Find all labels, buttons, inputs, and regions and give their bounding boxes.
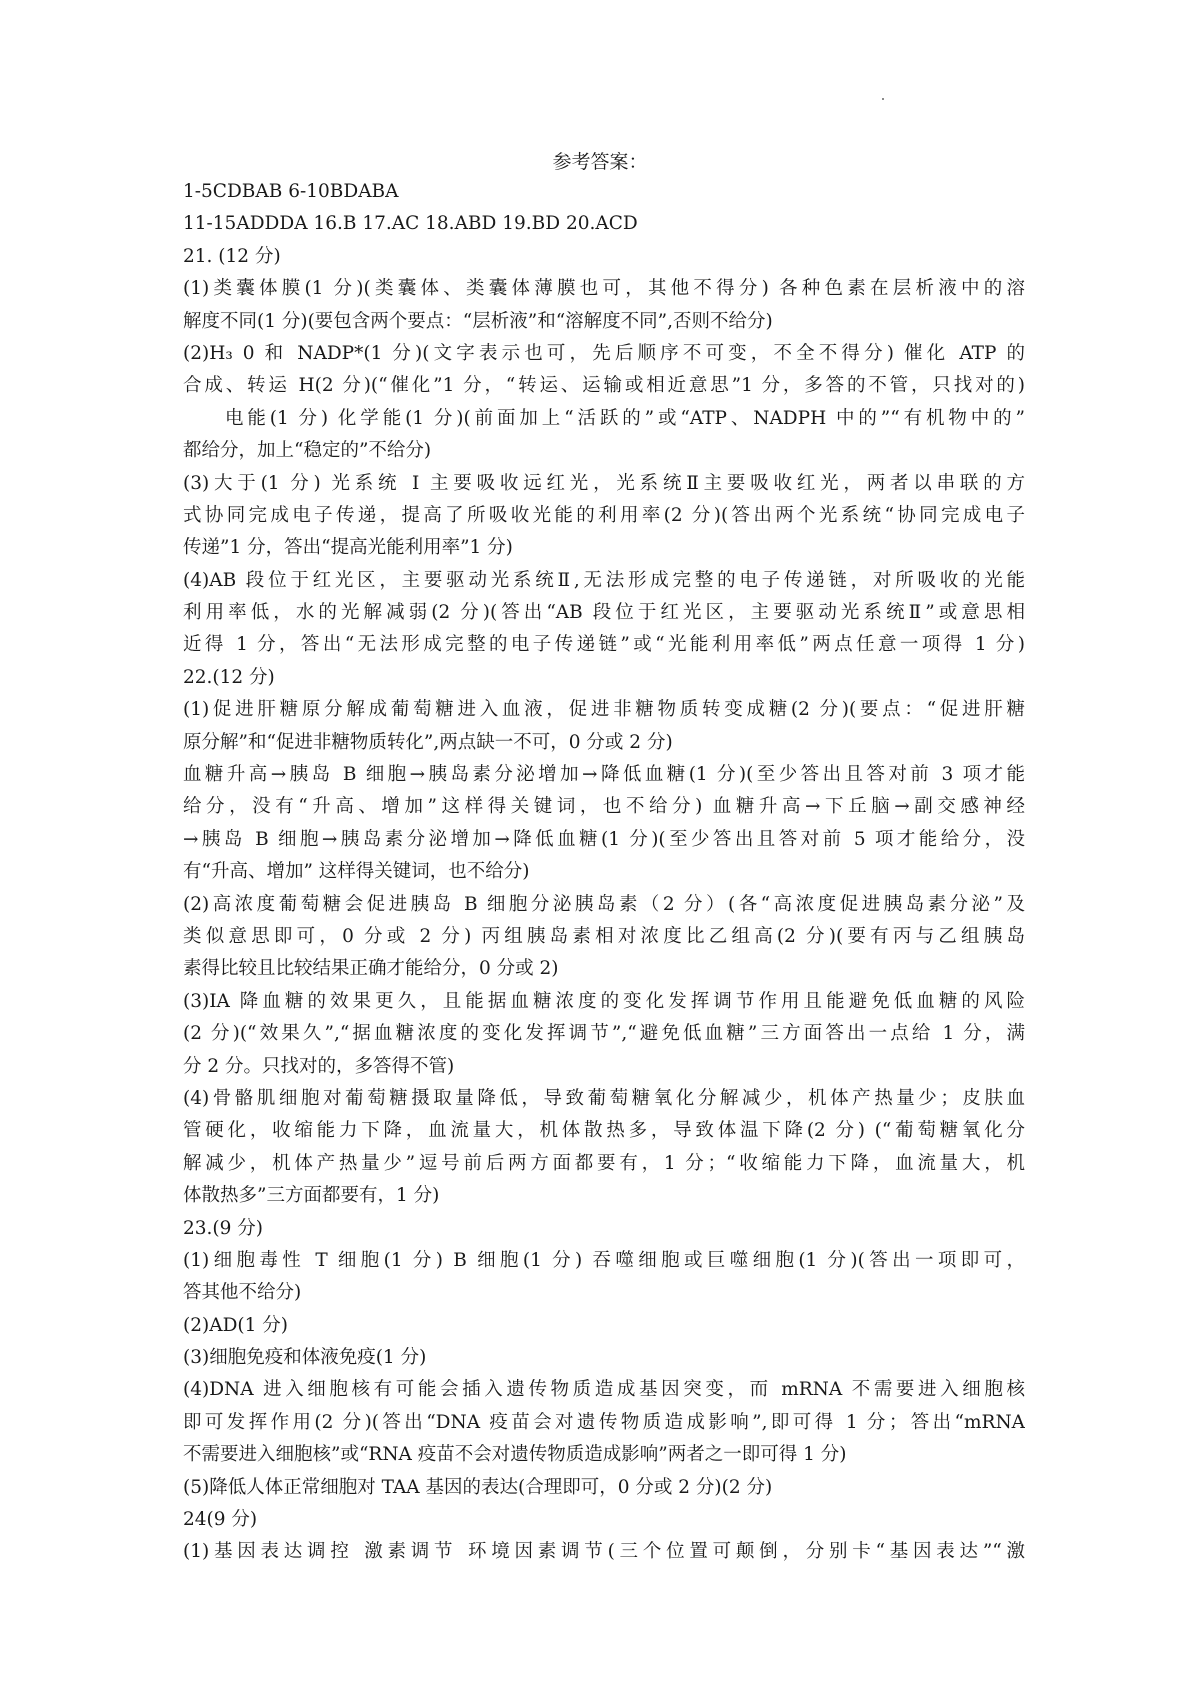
answer-line: 式协同完成电子传递，提高了所吸收光能的利用率(2 分)(答出两个光系统“协同完成电子 xyxy=(183,504,1025,526)
answer-line: 利用率低，水的光解减弱(2 分)(答出“AB 段位于红光区，主要驱动光系统Ⅱ”或意思相 xyxy=(183,602,1025,624)
answer-line: 管硬化，收缩能力下降，血流量大，机体散热多，导致体温下降(2 分) (“葡萄糖氧化分 xyxy=(183,1120,1025,1142)
section-heading: 24(9 分) xyxy=(183,1509,258,1531)
answer-line: (3)IA 降血糖的效果更久，且能据血糖浓度的变化发挥调节作用且能避免低血糖的风险 xyxy=(183,990,1025,1012)
answer-line: (4)AB 段位于红光区，主要驱动光系统Ⅱ,无法形成完整的电子传递链，对所吸收的光能 xyxy=(183,569,1025,591)
answer-line: (3)大于(1 分) 光系统 I 主要吸收远红光，光系统Ⅱ主要吸收红光，两者以串联的方 xyxy=(183,472,1025,494)
answer-line: 11-15ADDDA 16.B 17.AC 18.ABD 19.BD 20.ACD xyxy=(183,213,638,235)
answer-line: (3)细胞免疫和体液免疫(1 分) xyxy=(183,1347,427,1369)
answer-line: 有“升高、增加” 这样得关键词，也不给分) xyxy=(183,861,530,883)
answer-line: (1)细胞毒性 T 细胞(1 分) B 细胞(1 分) 吞噬细胞或巨噬细胞(1 分)(答出一项即可， xyxy=(183,1249,1025,1271)
answer-line: (2)H₃ 0 和 NADP*(1 分)(文字表示也可，先后顺序不可变，不全不得分) 催化 ATP 的 xyxy=(183,342,1025,364)
answer-line: 类似意思即可，0 分或 2 分) 丙组胰岛素相对浓度比乙组高(2 分)(要有丙与乙组胰岛 xyxy=(183,925,1025,947)
section-heading: 22.(12 分) xyxy=(183,666,275,688)
answer-line: 电能(1 分) 化学能(1 分)(前面加上“活跃的”或“ATP、NADPH 中的”“有机物中的” xyxy=(225,407,1025,429)
answer-line: (4)骨骼肌细胞对葡萄糖摄取量降低，导致葡萄糖氧化分解减少，机体产热量少；皮肤血 xyxy=(183,1087,1025,1109)
answer-line: (4)DNA 进入细胞核有可能会插入遗传物质造成基因突变，而 mRNA 不需要进入细胞核 xyxy=(183,1379,1025,1401)
answer-line: 传递”1 分，答出“提高光能利用率”1 分) xyxy=(183,537,513,559)
answer-line: 给分，没有“升高、增加”这样得关键词，也不给分) 血糖升高→下丘脑→副交感神经 xyxy=(183,796,1025,818)
answer-line: 血糖升高→胰岛 B 细胞→胰岛素分泌增加→降低血糖(1 分)(至少答出且答对前 3 项才能 xyxy=(183,764,1025,786)
answer-line: (5)降低人体正常细胞对 TAA 基因的表达(合理即可，0 分或 2 分)(2 分) xyxy=(183,1476,773,1498)
answer-line: 解度不同(1 分)(要包含两个要点：“层析液”和“溶解度不同”,否则不给分) xyxy=(183,310,773,332)
answer-content xyxy=(183,176,1025,1569)
answer-line: (2)AD(1 分) xyxy=(183,1314,288,1336)
answer-line: 答其他不给分) xyxy=(183,1282,302,1304)
answer-line: (2)高浓度葡萄糖会促进胰岛 B 细胞分泌胰岛素（2 分）(各“高浓度促进胰岛素分泌”及 xyxy=(183,893,1025,915)
answer-line: (1)类囊体膜(1 分)(类囊体、类囊体薄膜也可，其他不得分) 各种色素在层析液中的溶 xyxy=(183,278,1025,300)
answer-line: 分 2 分。只找对的，多答得不管) xyxy=(183,1055,455,1077)
answer-line: 都给分，加上“稳定的”不给分) xyxy=(183,440,432,462)
answer-line: 不需要进入细胞核”或“RNA 疫苗不会对遗传物质造成影响”两者之一即可得 1 分) xyxy=(183,1444,847,1466)
answer-line: 解减少，机体产热量少”逗号前后两方面都要有，1 分；“收缩能力下降，血流量大，机 xyxy=(183,1152,1025,1174)
answer-line: 体散热多”三方面都要有，1 分) xyxy=(183,1185,440,1207)
answer-line: (1)促进肝糖原分解成葡萄糖进入血液，促进非糖物质转变成糖(2 分)(要点：“促进肝糖 xyxy=(183,699,1025,721)
answer-line: 合成、转运 H(2 分)(“催化”1 分，“转运、运输或相近意思”1 分，多答的不管，只找对的) xyxy=(183,375,1025,397)
answer-line: 原分解”和“促进非糖物质转化”,两点缺一不可，0 分或 2 分) xyxy=(183,731,673,753)
answer-line: →胰岛 B 细胞→胰岛素分泌增加→降低血糖(1 分)(至少答出且答对前 5 项才能给分，没 xyxy=(183,828,1025,850)
section-heading: 21. (12 分) xyxy=(183,245,281,267)
answer-line: 1-5CDBAB 6-10BDABA xyxy=(183,181,399,202)
answer-line: (2 分)(“效果久”,“据血糖浓度的变化发挥调节”,“避免低血糖”三方面答出一点给 1 分，满 xyxy=(183,1023,1025,1045)
answer-line: 近得 1 分，答出“无法形成完整的电子传递链”或“光能利用率低”两点任意一项得 1 分) xyxy=(183,634,1025,656)
answer-line: 素得比较且比较结果正确才能给分，0 分或 2) xyxy=(183,958,559,980)
scan-speck xyxy=(882,98,884,100)
page-title: 参考答案： xyxy=(552,151,648,173)
answer-line: (1)基因表达调控 激素调节 环境因素调节(三个位置可颠倒，分别卡“基因表达”“激 xyxy=(183,1541,1025,1563)
answer-line: 即可发挥作用(2 分)(答出“DNA 疫苗会对遗传物质造成影响”,即可得 1 分；答出“mRNA xyxy=(183,1411,1025,1433)
section-heading: 23.(9 分) xyxy=(183,1217,264,1239)
